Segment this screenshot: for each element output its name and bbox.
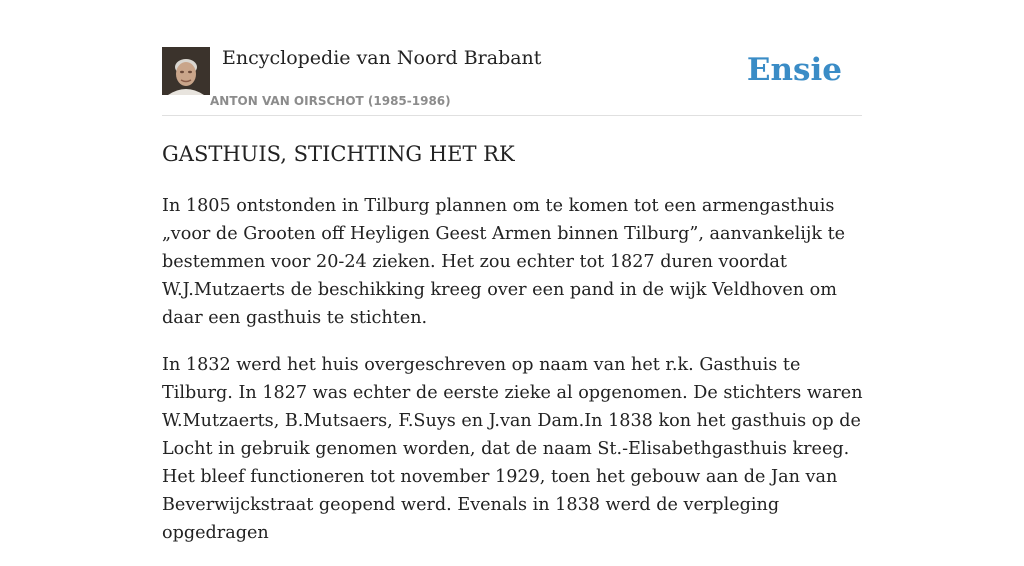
source-header (162, 0, 862, 116)
article-body (162, 192, 866, 566)
author-name[interactable]: ANTON VAN OIRSCHOT (1985-1986) (210, 94, 451, 108)
article-title: GASTHUIS, STICHTING HET RK (162, 142, 515, 166)
author-portrait-icon (162, 47, 210, 95)
article-paragraph: In 1805 ontstonden in Tilburg plannen om te komen tot een armengasthuis „voor de Grooten off Heyligen Geest Armen binnen Tilburg”, aanvankelijk te bestemmen voor 20-24 zieken. Het zou echter tot 1827 duren voordat W.J.Mutzaerts de beschikking kreeg over een pand in de wijk Veldhoven om daar een gasthuis te stichten. (162, 196, 846, 328)
article-paragraph: In 1832 werd het huis overgeschreven op naam van het r.k. Gasthuis te Tilburg. In 1827 was echter de eerste zieke al opgenomen. De stichters waren W.Mutzaerts, B.Mutsaers, F.Suys en J.van Dam.In 1838 kon het gasthuis op de Locht in gebruik genomen worden, dat de naam St.-Elisabethgasthuis kreeg. Het bleef functioneren tot november 1929, toen het gebouw aan de Jan van Beverwijckstraat geopend werd. Evenals in 1838 werd de verpleging opgedragen (162, 355, 863, 543)
author-avatar[interactable] (162, 47, 210, 95)
ensie-logo[interactable]: Ensie (746, 52, 842, 88)
source-title[interactable]: Encyclopedie van Noord Brabant (222, 47, 542, 69)
